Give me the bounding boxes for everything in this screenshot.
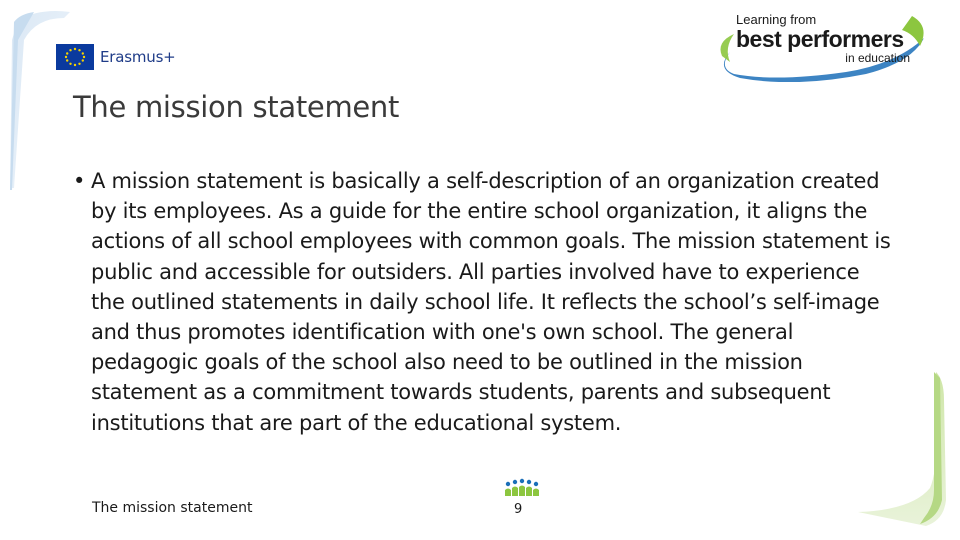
erasmus-logo — [56, 44, 176, 70]
eu-flag-icon — [56, 44, 94, 70]
slide-title: The mission statement — [73, 90, 400, 124]
page-number: 9 — [514, 502, 523, 517]
best-performers-logo — [716, 12, 928, 82]
footer-label: The mission statement — [92, 500, 253, 516]
erasmus-wordmark: Erasmus+ — [100, 48, 176, 66]
bullet-dot-icon: • — [73, 169, 86, 193]
bullet-text: A mission statement is basically a self-description of an organization created by its employees. As a guide for the entire school organization, it aligns the actions of all school employees with common goals. The mission statement is public and accessible for outsiders. All parties involved have to experience the outlined statements in daily school life. It reflects the school’s self-image and thus promotes identification with one's own school. The general pedagogic goals of the school also need to be outlined in the mission statement as a commitment towards students, parents and subsequent institutions that are part of the educational system. — [91, 169, 891, 435]
logo-line-learning-from: Learning from — [736, 12, 817, 27]
bullet-item — [73, 166, 893, 438]
logo-line-best-performers: best performers — [736, 26, 904, 52]
people-group-icon — [502, 478, 542, 500]
bullet-list — [73, 166, 893, 438]
logo-line-in-education: in education — [845, 51, 910, 65]
